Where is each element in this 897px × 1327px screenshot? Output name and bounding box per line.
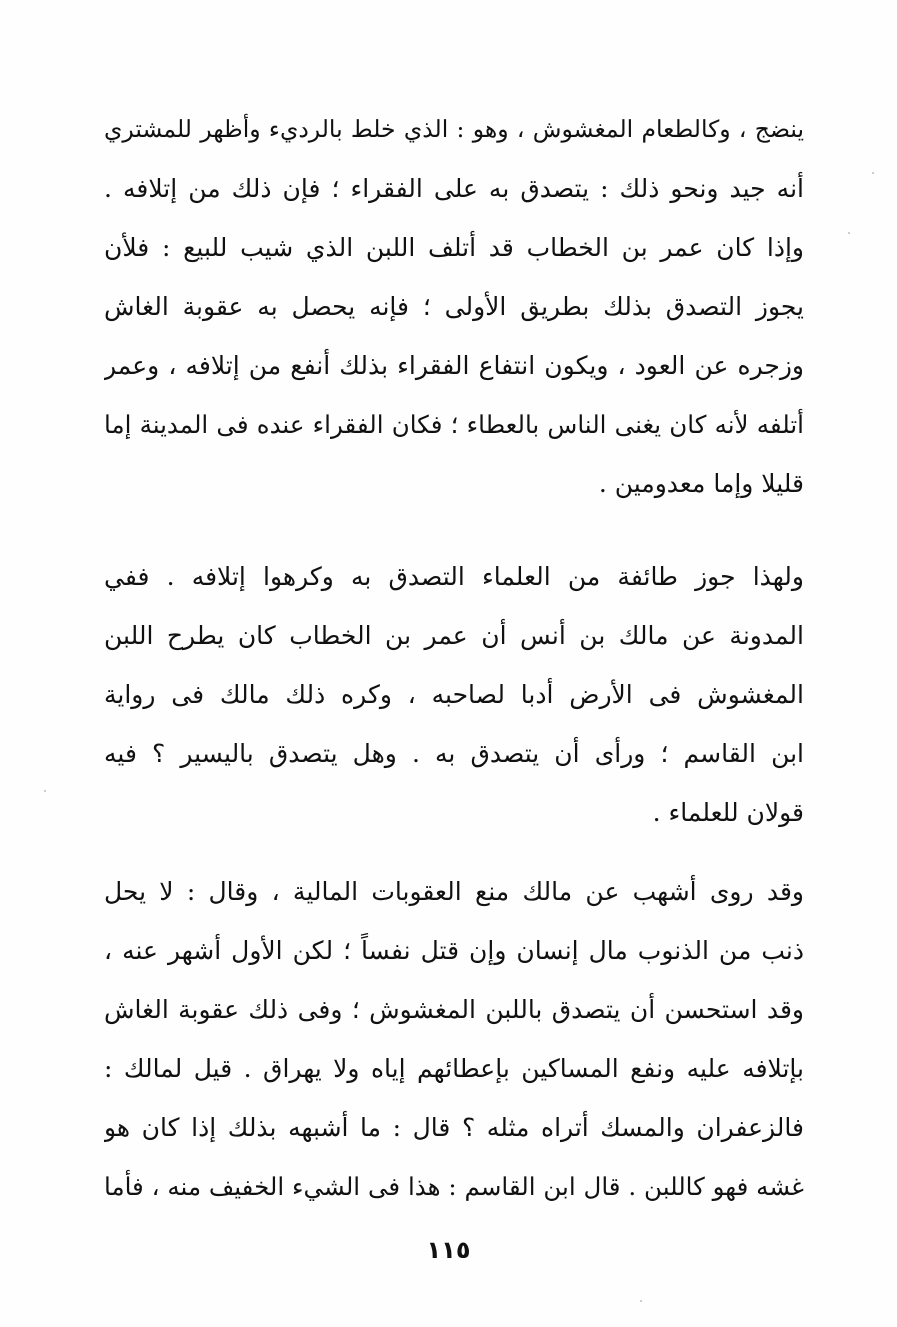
scan-speck bbox=[44, 790, 46, 792]
text-line: وقد روى أشهب عن مالك منع العقوبات المالية ، وقال : لا يحل bbox=[104, 877, 804, 906]
scan-speck bbox=[640, 1300, 642, 1302]
text-line: وزجره عن العود ، ويكون انتفاع الفقراء بذلك أنفع من إتلافه ، وعمر bbox=[104, 351, 804, 380]
paragraph-3 bbox=[104, 862, 804, 1216]
text-line: ينضج ، وكالطعام المغشوش ، وهو : الذي خلط بالرديء وأظهر للمشتري bbox=[104, 115, 804, 143]
text-line: وإذا كان عمر بن الخطاب قد أتلف اللبن الذي شيب للبيع : فلأن bbox=[104, 233, 804, 262]
text-line: قولان للعلماء . bbox=[652, 798, 804, 827]
text-line: أتلفه لأنه كان يغنى الناس بالعطاء ؛ فكان الفقراء عنده فى المدينة إما bbox=[104, 410, 804, 439]
text-line: المدونة عن مالك بن أنس أن عمر بن الخطاب كان يطرح اللبن bbox=[104, 621, 804, 650]
text-line: وقد استحسن أن يتصدق باللبن المغشوش ؛ وفى ذلك عقوبة الغاش bbox=[104, 995, 804, 1024]
text-line: ذنب من الذنوب مال إنسان وإن قتل نفساً ؛ لكن الأول أشهر عنه ، bbox=[104, 936, 804, 965]
text-line: غشه فهو كاللبن . قال ابن القاسم : هذا فى الشيء الخفيف منه ، فأما bbox=[104, 1172, 804, 1201]
scan-speck bbox=[848, 232, 850, 234]
text-line: ولهذا جوز طائفة من العلماء التصدق به وكرهوا إتلافه . ففي bbox=[104, 562, 804, 591]
paragraph-2 bbox=[104, 547, 804, 842]
scan-speck bbox=[872, 172, 874, 174]
text-line: أنه جيد ونحو ذلك : يتصدق به على الفقراء ؛ فإن ذلك من إتلافه . bbox=[104, 174, 804, 203]
text-line: بإتلافه عليه ونفع المساكين بإعطائهم إياه ولا يهراق . قيل لمالك : bbox=[104, 1054, 804, 1083]
page-number: ١١٥ bbox=[426, 1236, 471, 1264]
paragraph-1 bbox=[104, 100, 804, 513]
text-line: يجوز التصدق بذلك بطريق الأولى ؛ فإنه يحصل به عقوبة الغاش bbox=[104, 292, 804, 321]
text-line: المغشوش فى الأرض أدبا لصاحبه ، وكره ذلك مالك فى رواية bbox=[104, 680, 804, 709]
text-line: قليلا وإما معدومين . bbox=[598, 469, 804, 498]
text-line: ابن القاسم ؛ ورأى أن يتصدق به . وهل يتصدق باليسير ؟ فيه bbox=[104, 739, 804, 768]
text-line: فالزعفران والمسك أتراه مثله ؟ قال : ما أشبهه بذلك إذا كان هو bbox=[104, 1113, 804, 1142]
